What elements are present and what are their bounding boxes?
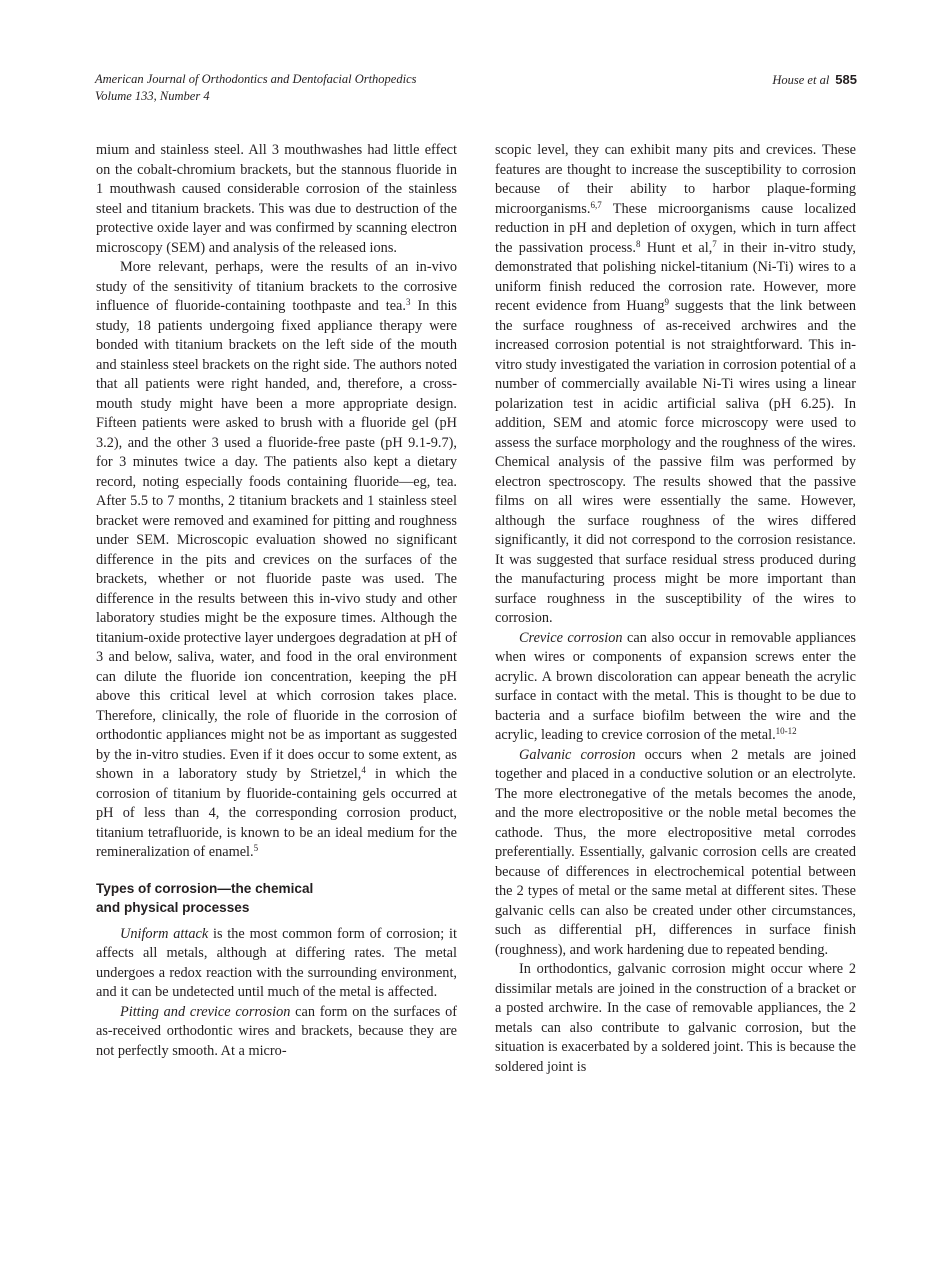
- header-right: [772, 71, 857, 89]
- paragraph-galvanic-corrosion: Galvanic corrosion occurs when 2 metals are joined together and placed in a conductive solution or an electrolyte. The more electronegative of the metals becomes the anode, and the more electropositive or the noble metal becomes the cathode. Thus, the more electropositive metal corrodes preferentially. Essentially, galvanic corrosion cells are created because of differences in electrochemical potential between the 2 types of metal or the same metal at different sites. These galvanic cells can also be created under other circumstances, such as differential pH, differences in surface finish (roughness), and work hardening due to repeated bending.: [495, 746, 856, 958]
- citation-ref: 7: [712, 238, 717, 249]
- paragraph-continuation: mium and stainless steel. All 3 mouthwashes had little effect on the cobalt-chromium brackets, but the stannous fluoride in 1 mouthwash caused considerable corrosion of the stainless steel and titanium brackets. This was due to destruction of the protective oxide layer and was confirmed by scanning electron microscopy (SEM) and analysis of the released ions.: [96, 142, 457, 256]
- citation-ref: 4: [361, 765, 366, 775]
- running-header: [95, 71, 857, 107]
- page-number: 585: [835, 72, 857, 87]
- term-crevice-corrosion: Crevice corrosion: [519, 629, 623, 646]
- term-pitting-crevice: Pitting and crevice corrosion: [120, 1003, 291, 1020]
- paragraph-crevice-corrosion: Crevice corrosion can also occur in removable appliances when wires or components of expansion screws enter the acrylic. A brown discoloration can appear beneath the acrylic surface in contact with the metal. This is thought to be due to bacteria and a surface biofilm between the wire and the acrylic, leading to crevice corrosion of the metal.$^{10-12}$: [495, 629, 856, 743]
- journal-title: American Journal of Orthodontics and Dentofacial Orthopedics: [95, 72, 417, 86]
- left-column: [96, 141, 457, 1061]
- term-galvanic-corrosion: Galvanic corrosion: [519, 746, 636, 763]
- journal-citation: [95, 71, 417, 105]
- paragraph-continuation: scopic level, they can exhibit many pits and crevices. These features are thought to increase the susceptibility to corrosion because of their ability to harbor plaque-forming microorganisms.$^{6,7}$ These microorganisms cause localized reduction in pH and depletion of oxygen, which in turn affect the passivation process.$^8$ Hunt et al,$^7$ in their in-vitro study, demonstrated that polishing nickel-titanium (Ni-Ti) wires to a uniform finish reduced the corrosion rate. However, more recent evidence from Huang$^9$ suggests that the link between the surface roughness of as-received archwires and the increased corrosion potential is not straightforward. This in-vitro study investigated the variation in corrosion potential of a number of commercially available Ni-Ti wires using a linear polarization test in acidic artificial saliva (pH 6.25). In addition, SEM and atomic force microscopy were used to assess the surface morphology and the roughness of the wires. Chemical analysis of the passive film was performed by electron spectroscopy. The results showed that the passive films on all wires were essentially the same. However, although the surface roughness of the wires differed significantly, it did not correspond to the corrosion resistance. It was suggested that surface residual stress produced during the manufacturing process might be more important than surface roughness in the susceptibility of the wires to corrosion.: [495, 142, 856, 626]
- citation-ref: 3: [405, 297, 411, 307]
- citation-ref: 8: [635, 238, 641, 249]
- running-authors: House et al: [772, 73, 830, 87]
- citation-ref: 5: [253, 843, 259, 853]
- term-uniform-attack: Uniform attack: [120, 925, 209, 942]
- journal-volume: Volume 133, Number 4: [95, 89, 210, 103]
- section-heading: Types of corrosion—the chemical and physical processes: [96, 880, 314, 915]
- citation-ref: 9: [664, 297, 669, 307]
- paragraph-in-vivo-study: More relevant, perhaps, were the results of an in-vivo study of the sensitivity of titanium brackets to the corrosive influence of fluoride-containing toothpaste and tea.$^3$ In this study, 18 patients undergoing fixed appliance therapy were bonded with titanium brackets on the left side of the mouth and stainless steel brackets on the right side. The authors noted that all patients were right handed, and, therefore, a cross-mouth study might have been a more appropriate design. Fifteen patients were asked to brush with a fluoride gel (pH 3.2), and the other 3 used a fluoride-free paste (pH 9.1-9.7), for 3 minutes twice a day. The patients also kept a dietary record, noting especially foods containing fluoride—eg, tea. After 5.5 to 7 months, 2 titanium brackets and 1 stainless steel bracket were removed and examined for pitting and roughness under SEM. Microscopic evaluation showed no significant difference in the pits and crevices on the surfaces of the brackets, whether or not fluoride paste was used. The difference in the results between this in-vivo study and other laboratory studies might be the exposure times. Although the titanium-oxide protective layer undergoes degradation at pH of 3 and below, saliva, water, and food in the oral environment can dilute the fluoride ion concentration, keeping the pH above this critical level at which corrosion takes place. Therefore, clinically, the role of fluoride in the corrosion of orthodontic appliances might not be as important as suggested by the in-vitro studies. Even if it does occur to some extent, as shown in a laboratory study by Strietzel,$^4$ in which the corrosion of titanium by fluoride-containing gels occurred at pH of less than 4, the corresponding corrosion product, titanium tetrafluoride, is known to be an ideal medium for the remineralization of enamel.$^5$: [96, 259, 457, 860]
- paragraph-pitting: Pitting and crevice corrosion can form on the surfaces of as-received orthodontic wires and brackets, because they are not perfectly smooth. At a micro-: [96, 1003, 457, 1059]
- citation-ref: 6,7: [590, 199, 602, 210]
- citation-ref: 10-12: [775, 726, 797, 736]
- right-column: [495, 141, 856, 1077]
- paragraph-orthodontics-galvanic: In orthodontics, galvanic corrosion might occur where 2 dissimilar metals are joined in the construction of a bracket or a posted archwire. In the case of removable appliances, the 2 metals can also contribute to galvanic corrosion, but the situation is exacerbated by a soldered joint. This is because the soldered joint is: [495, 961, 856, 1075]
- paragraph-uniform-attack: Uniform attack is the most common form of corrosion; it affects all metals, although at differing rates. The metal undergoes a redox reaction with the surrounding environment, and it can be undetected until much of the metal is affected.: [96, 925, 457, 1000]
